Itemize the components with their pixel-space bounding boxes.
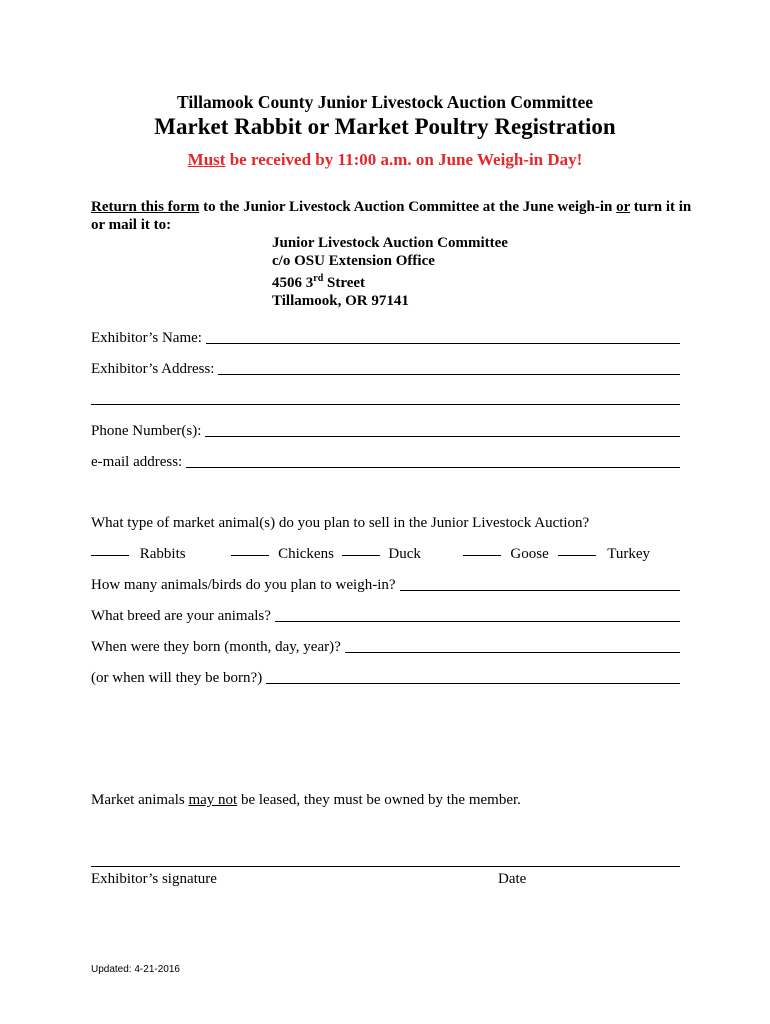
- exhibitor-name-label: Exhibitor’s Name:: [91, 330, 202, 346]
- rabbits-blank[interactable]: [91, 555, 129, 556]
- goose-blank[interactable]: [463, 555, 501, 556]
- breed-label: What breed are your animals?: [91, 608, 271, 624]
- address-street: Street: [323, 275, 366, 291]
- lease-text-1: Market animals: [91, 792, 189, 808]
- phone-label: Phone Number(s):: [91, 423, 202, 439]
- chickens-label: Chickens: [278, 546, 334, 562]
- committee-heading: Tillamook County Junior Livestock Auction Committee: [177, 92, 593, 112]
- return-line-2: or mail it to:: [91, 217, 172, 233]
- animal-options-row: [91, 546, 650, 563]
- animal-type-question: What type of market animal(s) do you plan to sell in the Junior Livestock Auction?: [91, 515, 590, 531]
- deadline-notice: [0, 150, 770, 170]
- return-this-form: Return this form: [91, 199, 200, 215]
- return-text-1: to the Junior Livestock Auction Committee at the June weigh-in: [199, 199, 617, 215]
- how-many-label: How many animals/birds do you plan to weigh-in?: [91, 577, 396, 593]
- exhibitor-address-field-2[interactable]: [91, 404, 680, 405]
- breed-field[interactable]: [275, 621, 680, 622]
- born-date-row: [91, 639, 680, 656]
- exhibitor-name-field[interactable]: [206, 343, 680, 344]
- exhibitor-address-field[interactable]: [218, 374, 680, 375]
- rabbits-label: Rabbits: [139, 546, 186, 562]
- address-line-3: [272, 270, 508, 292]
- date-label: Date: [498, 871, 527, 887]
- return-or: or: [616, 199, 631, 215]
- address-sup: rd: [313, 273, 324, 284]
- future-born-row: [91, 670, 680, 687]
- deadline-text: be received by 11:00 a.m. on June Weigh-in Day!: [225, 150, 583, 169]
- exhibitor-address-label: Exhibitor’s Address:: [91, 361, 215, 377]
- email-label: e-mail address:: [91, 454, 183, 470]
- mailing-address: [272, 234, 508, 310]
- phone-field[interactable]: [205, 436, 680, 437]
- email-row: [91, 454, 680, 471]
- how-many-row: [91, 577, 680, 594]
- updated-date: Updated: 4-21-2016: [91, 964, 180, 975]
- form-title: Market Rabbit or Market Poultry Registration: [154, 114, 616, 139]
- deadline-emphasis: Must: [187, 150, 226, 169]
- email-field[interactable]: [186, 467, 680, 468]
- breed-row: [91, 608, 680, 625]
- address-line-1: Junior Livestock Auction Committee: [272, 235, 508, 251]
- born-date-field[interactable]: [345, 652, 680, 653]
- exhibitor-name-row: [91, 330, 680, 347]
- chickens-blank[interactable]: [231, 555, 269, 556]
- duck-blank[interactable]: [342, 555, 380, 556]
- lease-may-not: may not: [188, 792, 238, 808]
- born-date-label: When were they born (month, day, year)?: [91, 639, 341, 655]
- how-many-field[interactable]: [400, 590, 680, 591]
- turkey-label: Turkey: [607, 546, 651, 562]
- signature-line[interactable]: [91, 866, 680, 867]
- address-line-4: Tillamook, OR 97141: [272, 293, 409, 309]
- turkey-blank[interactable]: [558, 555, 596, 556]
- address-line-2: c/o OSU Extension Office: [272, 253, 435, 269]
- future-born-label: (or when will they be born?): [91, 670, 263, 686]
- signature-label: Exhibitor’s signature: [91, 871, 217, 887]
- duck-label: Duck: [388, 546, 421, 562]
- phone-row: [91, 423, 680, 440]
- return-text-2: turn it in: [630, 199, 692, 215]
- lease-text-2: be leased, they must be owned by the member.: [237, 792, 521, 808]
- future-born-field[interactable]: [266, 683, 680, 684]
- address-number: 4506 3: [272, 275, 314, 291]
- goose-label: Goose: [510, 546, 549, 562]
- exhibitor-address-row: [91, 361, 680, 378]
- lease-note: [91, 792, 521, 809]
- return-instructions: [91, 198, 691, 234]
